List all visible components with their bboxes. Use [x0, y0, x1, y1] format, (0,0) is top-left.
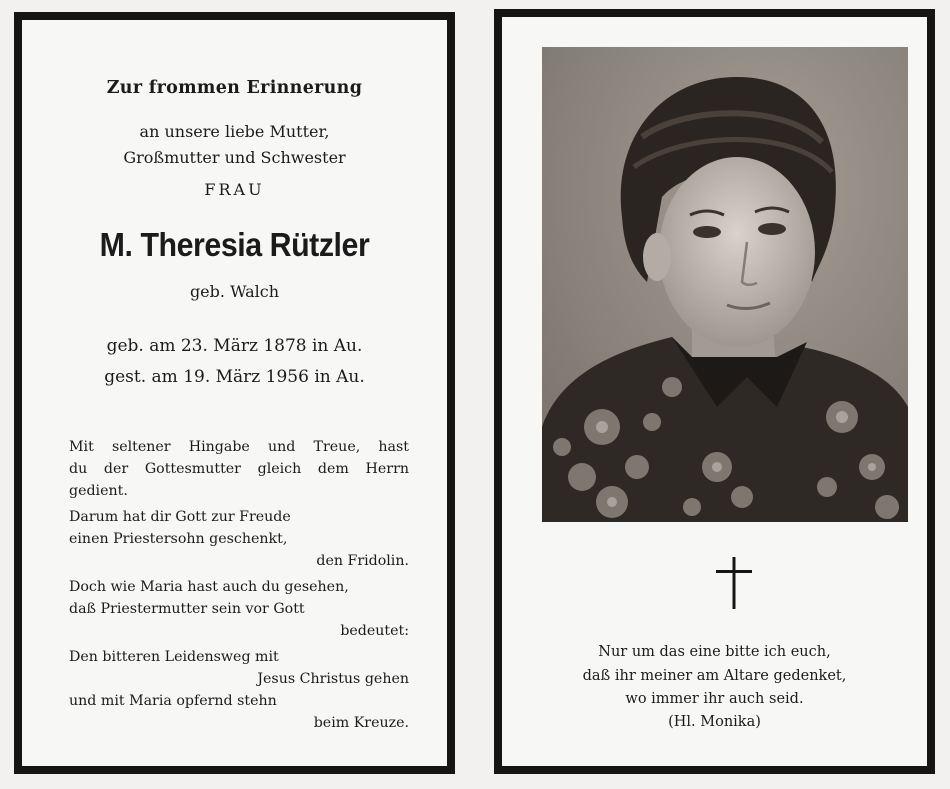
verse-line: gedient. — [69, 483, 128, 499]
cross-icon — [716, 557, 752, 609]
verse-line: Den bitteren Leidensweg mit — [69, 649, 279, 665]
verse-1 — [69, 436, 409, 502]
verse-line: und mit Maria opfernd stehn — [69, 693, 277, 709]
maiden-name: geb. Walch — [189, 282, 280, 301]
deceased-name: M. Theresia Rützler — [99, 226, 370, 263]
verse-line: den Fridolin. — [316, 553, 409, 569]
verse-4 — [69, 646, 409, 734]
intro-line-2: Großmutter und Schwester — [123, 148, 346, 167]
verse-line: beim Kreuze. — [313, 715, 409, 731]
verse-line: Doch wie Maria hast auch du gesehen, — [69, 579, 349, 595]
heading: Zur frommen Erinnerung — [106, 78, 363, 98]
death-date: gest. am 19. März 1956 in Au. — [104, 367, 365, 387]
verse-line: daß Priestermutter sein vor Gott — [69, 601, 305, 617]
portrait-illustration — [542, 47, 908, 522]
quote-source: (Hl. Monika) — [668, 714, 761, 730]
intro-line-1: an unsere liebe Mutter, — [139, 122, 330, 141]
obituary-text-card — [14, 12, 455, 774]
verse-line: du der Gottesmutter gleich dem Herrn — [69, 461, 409, 477]
quote-line: Nur um das eine bitte ich euch, — [598, 644, 831, 660]
verse-line: Mit seltener Hingabe und Treue, hast — [69, 439, 409, 455]
title-word: FRAU — [204, 180, 265, 199]
verse-2 — [69, 506, 409, 572]
verse-line: Darum hat dir Gott zur Freude — [69, 509, 291, 525]
portrait-photo — [542, 47, 908, 522]
verse-3 — [69, 576, 409, 642]
quote-line: wo immer ihr auch seid. — [625, 691, 804, 707]
verse-line: Jesus Christus gehen — [257, 671, 409, 687]
obituary-photo-card — [494, 9, 935, 774]
quote-line: daß ihr meiner am Altare gedenket, — [582, 668, 847, 684]
verse-line: bedeutet: — [340, 623, 409, 639]
birth-date: geb. am 23. März 1878 in Au. — [106, 336, 363, 356]
verse-line: einen Priestersohn geschenkt, — [69, 531, 288, 547]
